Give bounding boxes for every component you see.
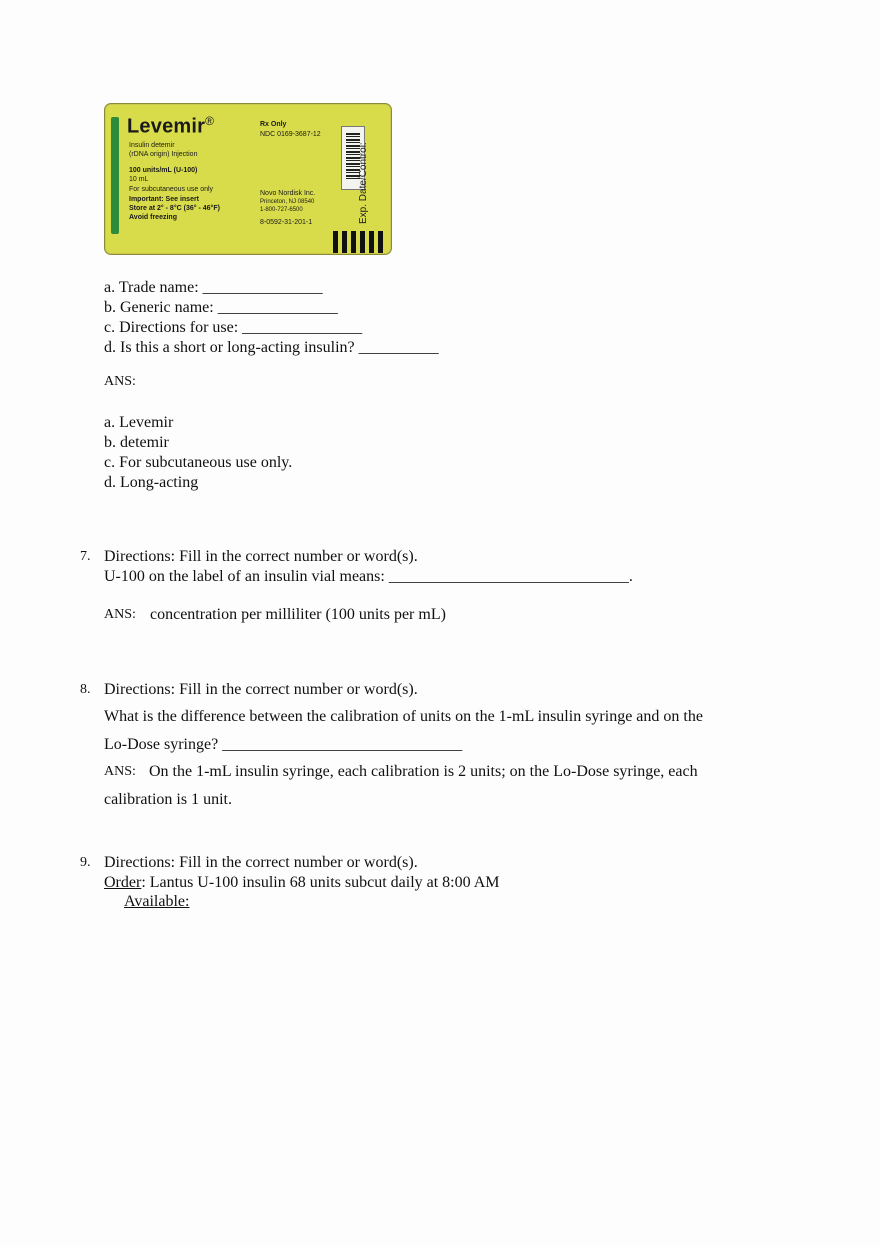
label-brand: Levemir® (127, 114, 215, 138)
q8-number: 8. (80, 682, 91, 697)
q9-available: Available: (124, 893, 190, 910)
q9-order-text: : Lantus U-100 insulin 68 units subcut daily at 8:00 AM (141, 874, 500, 891)
q7-number: 7. (80, 549, 91, 564)
label-strength: 100 units/mL (U-100) (129, 167, 198, 174)
q8-answer-line1: On the 1-mL insulin syringe, each calibration is 2 units; on the Lo-Dose syringe, each (149, 763, 698, 780)
q9-order (104, 873, 500, 893)
q6-ans-label: ANS: (104, 374, 136, 389)
label-code: 8-0592-31-201-1 (260, 219, 313, 226)
q6-ans-a: a. Levemir (104, 414, 174, 431)
label-generic-2: (rDNA origin) Injection (129, 151, 198, 158)
label-generic-1: Insulin detemir (129, 142, 175, 149)
label-store: Store at 2° - 8°C (36° - 46°F) (129, 205, 220, 212)
label-mfr-2: Princeton, NJ 08540 (260, 199, 315, 205)
q8-ans-label: ANS: (104, 764, 136, 779)
q8-question-line1: What is the difference between the calibration of units on the 1-mL insulin syringe and on the (104, 708, 703, 725)
q7-answer: concentration per milliliter (100 units per mL) (150, 606, 446, 623)
label-ndc: NDC 0169-3687-12 (260, 131, 321, 138)
label-volume: 10 mL (129, 176, 149, 183)
q6-ans-b: b. detemir (104, 434, 169, 451)
q8-directions: Directions: Fill in the correct number or word(s). (104, 681, 418, 698)
q6-item-b: b. Generic name: _______________ (104, 299, 338, 316)
q9-order-label: Order (104, 874, 142, 891)
q8-question-line2: Lo-Dose syringe? ______________________________ (104, 736, 463, 753)
label-rx: Rx Only (260, 121, 287, 128)
q6-item-a: a. Trade name: _______________ (104, 279, 323, 296)
label-exp: Exp. Date/Control: (358, 142, 369, 224)
q6-ans-c: c. For subcutaneous use only. (104, 454, 293, 471)
q8-answer-line2: calibration is 1 unit. (104, 791, 232, 808)
q7-directions: Directions: Fill in the correct number or word(s). (104, 548, 418, 565)
label-stripes (333, 231, 387, 253)
insulin-label (104, 103, 392, 255)
label-important: Important: See insert (129, 196, 200, 203)
q7-question: U-100 on the label of an insulin vial means: ______________________________. (104, 568, 633, 585)
q6-item-c: c. Directions for use: _______________ (104, 319, 363, 336)
label-mfr-1: Novo Nordisk Inc. (260, 190, 316, 197)
q9-directions: Directions: Fill in the correct number or word(s). (104, 854, 418, 871)
label-mfr-3: 1-800-727-6500 (260, 207, 303, 213)
label-freeze: Avoid freezing (129, 214, 177, 221)
q6-item-d: d. Is this a short or long-acting insulin? __________ (104, 339, 439, 356)
q7-ans-label: ANS: (104, 607, 136, 622)
q9-number: 9. (80, 855, 91, 870)
label-route: For subcutaneous use only (129, 186, 214, 193)
label-green-stripe (111, 117, 119, 234)
q6-ans-d: d. Long-acting (104, 474, 199, 491)
